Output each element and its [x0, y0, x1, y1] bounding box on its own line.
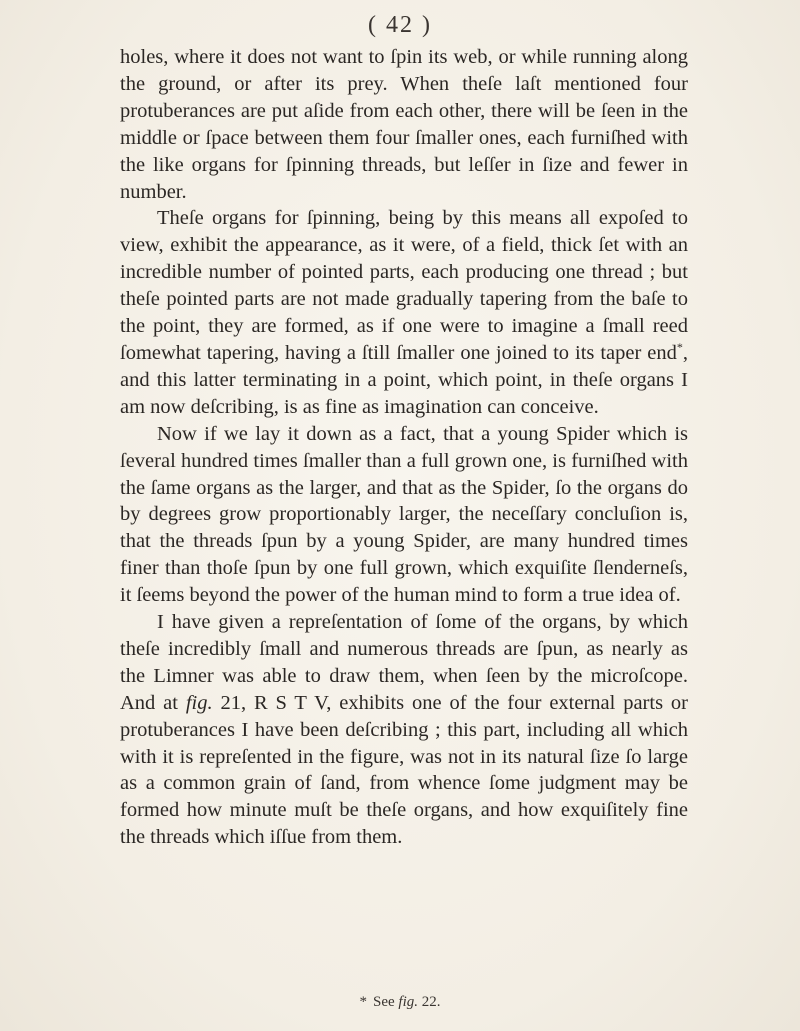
- page-number: ( 42 ): [368, 12, 432, 38]
- paragraph-3: Now if we lay it down as a fact, that a young Spider which is ſeveral hundred times ſmaller than a full grown one, is furniſhed with the ſame organs as the larger, and that as the Spider, ſo the organs do by degrees grow proportionably larger, the neceſſary concluſion is, that the threads ſpun by a young Spider, are many hundred times finer than thoſe ſpun by one full grown, which exquiſite ſlenderneſs, it ſeems beyond the power of the human mind to form a true idea of.: [120, 422, 688, 607]
- paragraph-4-text-a: I have given a repreſentation of ſome of the organs, by which theſe incredibly ſmall and numerous threads are ſpun, as nearly as the Limner was able to draw them, when ſeen by the microſcope. And at: [120, 611, 688, 714]
- footnote-text-a: See: [372, 994, 399, 1010]
- footnote-mark: *: [359, 994, 367, 1010]
- paragraph-2: [120, 205, 688, 420]
- paragraph-1: holes, where it does not want to ſpin its web, or while running along the ground, or after its prey. When theſe laſt mentioned four protuberances are put aſide from each other, there will be ſeen in the middle or ſpace between them four ſmaller ones, each furniſhed with the like organs for ſpinning threads, but leſſer in ſize and fewer in number.: [120, 46, 688, 203]
- paragraph-2-text-a: Theſe organs for ſpinning, being by this means all expoſed to view, exhibit the appearance, as it were, of a field, thick ſet with an incredible number of pointed parts, each producing one thread ; but theſe pointed parts are not made gradually tapering from the baſe to the point, they are formed, as if one were to imagine a ſmall reed ſomewhat tapering, having a ſtill ſmaller one joined to its taper end: [120, 207, 688, 364]
- footnote-text-b: 22.: [418, 994, 441, 1010]
- footnote: [0, 994, 800, 1011]
- paragraph-2-text-b: , and this latter terminating in a point, which point, in theſe organs I am now deſcribing, is as fine as imagination can conceive.: [120, 341, 688, 418]
- body-text: [120, 44, 688, 851]
- paragraph-4: [120, 609, 688, 851]
- paragraph-4-text-b: 21, R S T V, exhibits one of the four external parts or protuberances I have been deſcribing ; this part, including all which with it is repreſented in the figure, was not in its natural ſize ſo large as a common grain of ſand, from whence ſome judgment may be formed how minute muſt be theſe organs, and how exquiſitely fine the threads which iſſue from them.: [120, 691, 689, 849]
- footnote-figure-label: fig.: [398, 994, 418, 1010]
- footnote-reference: *: [676, 340, 683, 355]
- figure-label: fig.: [185, 691, 213, 714]
